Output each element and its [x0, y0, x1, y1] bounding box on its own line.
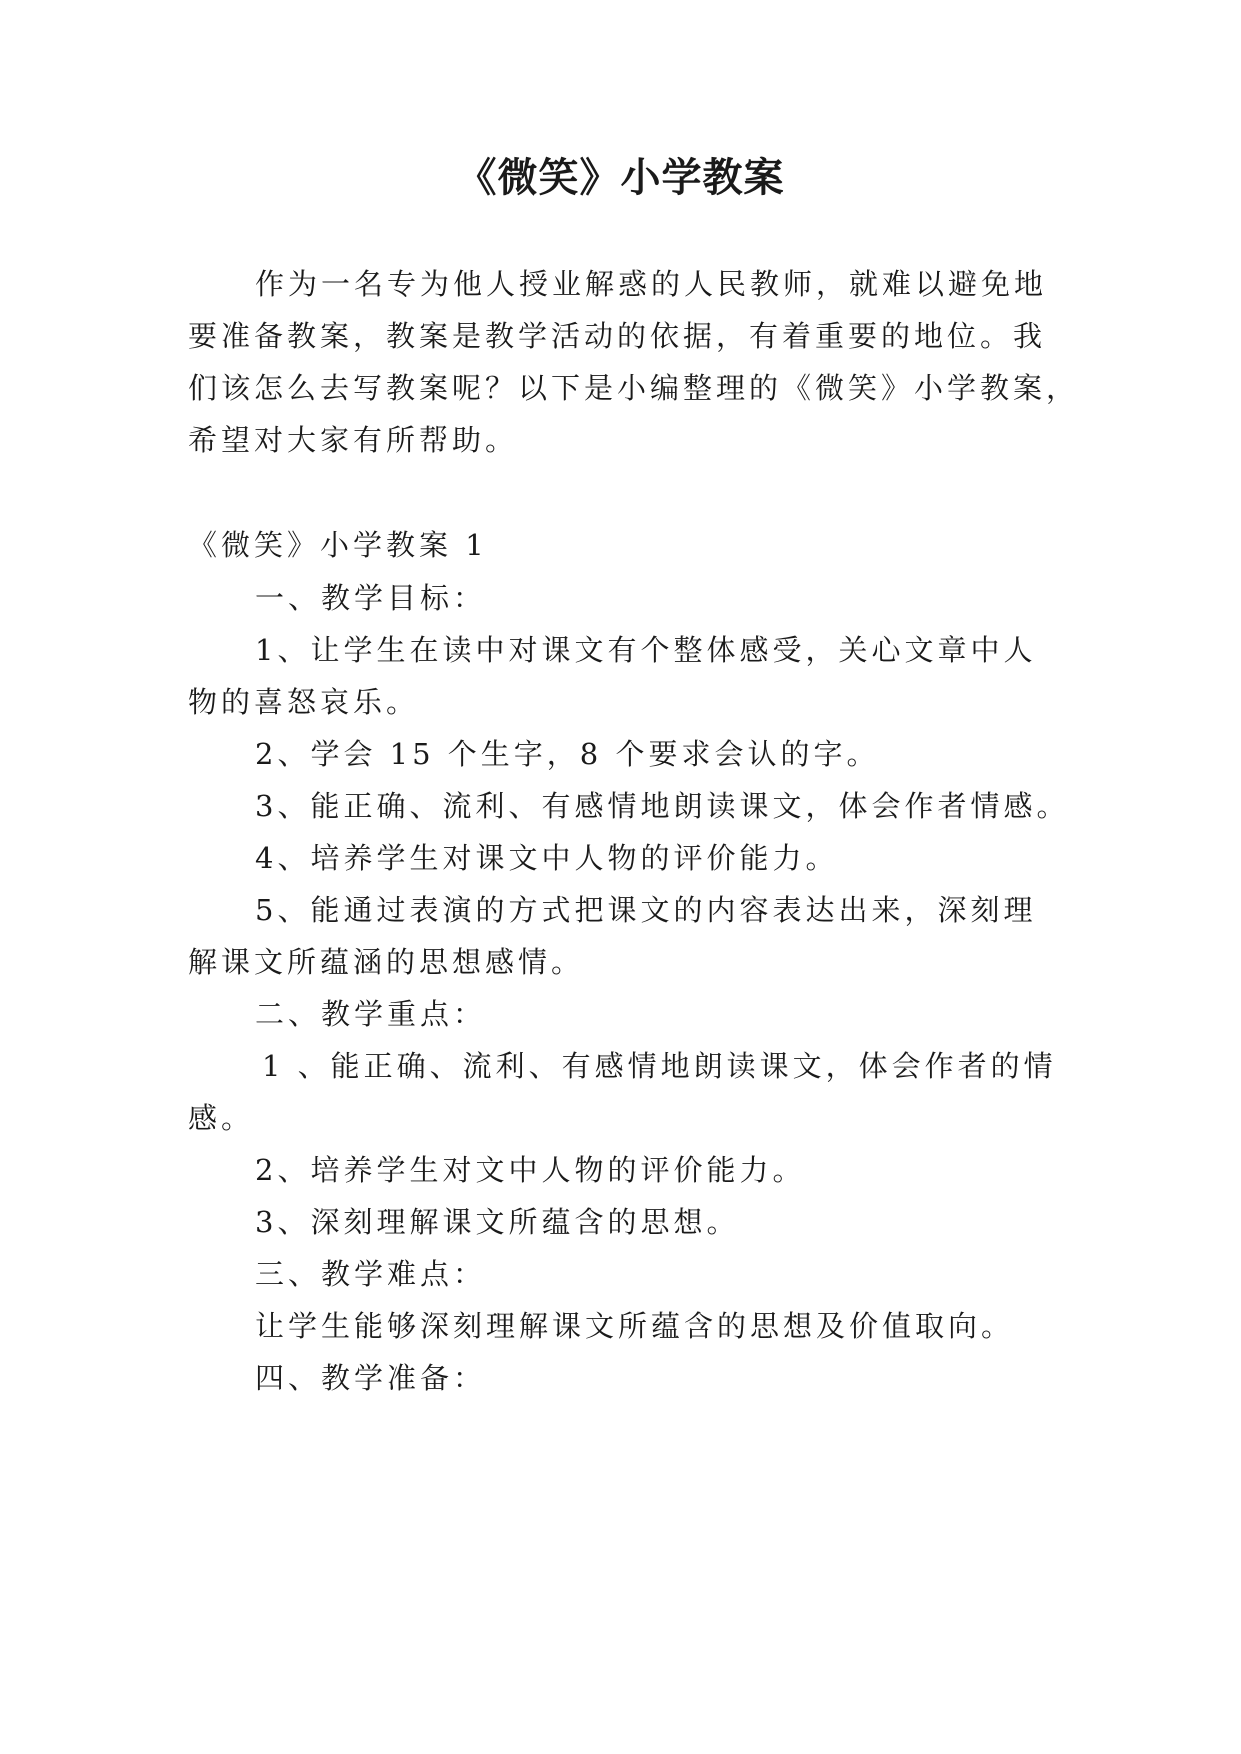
difficulties-heading: 三、教学难点：: [255, 1257, 487, 1291]
objectives-heading: 一、教学目标：: [255, 581, 487, 615]
section-heading: 《微笑》小学教案 1: [188, 528, 488, 562]
key-point-line-4: 3、深刻理解课文所蕴含的思想。: [255, 1205, 740, 1239]
intro-line-3: 们该怎么去写教案呢？以下是小编整理的《微笑》小学教案，: [188, 371, 1080, 405]
intro-line-2: 要准备教案，教案是教学活动的依据，有着重要的地位。我: [188, 319, 1047, 353]
intro-line-1: 作为一名专为他人授业解惑的人民教师，就难以避免地: [255, 267, 1048, 301]
objective-line-2: 物的喜怒哀乐。: [188, 685, 420, 719]
objective-line-5: 4、培养学生对课文中人物的评价能力。: [255, 841, 839, 875]
key-points-heading: 二、教学重点：: [255, 997, 487, 1031]
intro-line-4: 希望对大家有所帮助。: [188, 423, 519, 457]
key-point-line-1: 1 、能正确、流利、有感情地朗读课文，体会作者的情: [262, 1049, 1057, 1083]
objective-line-1: 1、让学生在读中对课文有个整体感受，关心文章中人: [255, 633, 1037, 667]
preparation-heading: 四、教学准备：: [255, 1361, 487, 1395]
objective-line-6: 5、能通过表演的方式把课文的内容表达出来，深刻理: [255, 893, 1037, 927]
key-point-line-2: 感。: [188, 1101, 255, 1135]
key-point-line-3: 2、培养学生对文中人物的评价能力。: [255, 1153, 806, 1187]
objective-line-3: 2、学会 15 个生字，8 个要求会认的字。: [255, 737, 880, 771]
objective-line-7: 解课文所蕴涵的思想感情。: [188, 945, 585, 979]
difficulty-line-1: 让学生能够深刻理解课文所蕴含的思想及价值取向。: [255, 1309, 1015, 1343]
objective-line-4: 3、能正确、流利、有感情地朗读课文，体会作者情感。: [255, 789, 1070, 823]
document-title: 《微笑》小学教案: [456, 155, 785, 201]
